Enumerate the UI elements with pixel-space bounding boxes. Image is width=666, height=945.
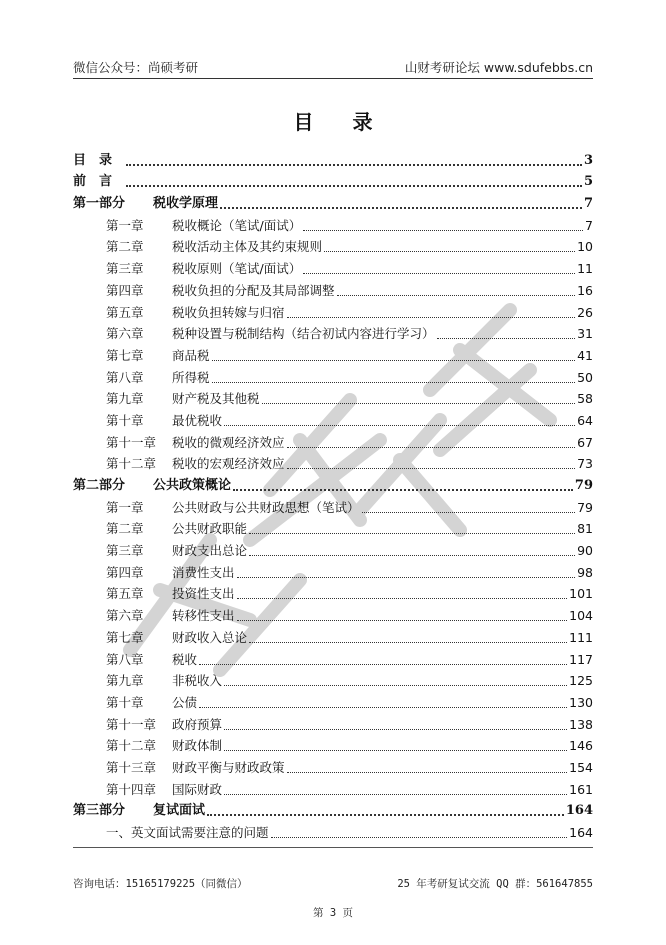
toc-entry-page: 5 (583, 174, 593, 190)
toc-entry-title: 所得税 (172, 369, 210, 385)
toc-dot-leader (303, 229, 583, 231)
toc-dot-leader (287, 446, 576, 448)
toc-entry-title: 投资性支出 (172, 586, 235, 602)
toc-entry-number: 第八章 (106, 651, 144, 667)
toc-entry-number: 第十三章 (106, 759, 157, 775)
table-of-contents (73, 148, 593, 842)
toc-entry[interactable] (73, 148, 593, 170)
toc-entry-page: 164 (569, 825, 593, 840)
toc-entry-number: 第三章 (106, 543, 144, 559)
toc-entry[interactable] (73, 235, 593, 257)
toc-entry-title: 非税收入 (172, 673, 223, 689)
toc-entry-number: 第六章 (106, 608, 144, 624)
toc-entry-number: 第六章 (106, 326, 144, 342)
toc-entry[interactable] (73, 343, 593, 365)
toc-dot-leader (199, 706, 567, 708)
toc-entry-number: 第八章 (106, 369, 144, 385)
toc-entry[interactable] (73, 734, 593, 756)
toc-entry-number: 前 言 (73, 174, 113, 190)
toc-dot-leader (220, 206, 582, 209)
toc-entry[interactable] (73, 191, 593, 213)
toc-entry-number: 第五章 (106, 586, 144, 602)
toc-entry-title: 公共政策概论 (153, 478, 232, 493)
toc-entry-number: 第一章 (106, 499, 144, 515)
toc-entry-page: 90 (577, 543, 593, 559)
toc-entry-page: 31 (577, 326, 593, 342)
toc-entry-page: 81 (577, 521, 593, 537)
toc-dot-leader (233, 488, 573, 491)
toc-entry[interactable] (73, 473, 593, 495)
toc-entry-number: 第三部分 (73, 803, 126, 819)
toc-entry[interactable] (73, 495, 593, 517)
toc-entry[interactable] (73, 669, 593, 691)
page-header (73, 56, 593, 79)
toc-entry[interactable] (73, 647, 593, 669)
toc-dot-leader (362, 511, 576, 513)
toc-entry-page: 125 (569, 673, 593, 689)
toc-entry-number: 第九章 (106, 673, 144, 689)
toc-entry[interactable] (73, 560, 593, 582)
toc-entry-number: 第二章 (106, 239, 144, 255)
toc-entry-number: 第五章 (106, 304, 144, 320)
toc-entry-title: 公共财政与公共财政思想（笔试） (172, 499, 360, 515)
toc-entry-title: 税收负担转嫁与归宿 (172, 304, 285, 320)
toc-entry-number: 第十一章 (106, 716, 157, 732)
toc-dot-leader (126, 163, 582, 166)
toc-entry-title: 税收的微观经济效应 (172, 434, 285, 450)
toc-entry-page: 7 (585, 217, 593, 233)
toc-entry-page: 50 (577, 369, 593, 385)
toc-entry[interactable] (73, 300, 593, 322)
toc-dot-leader (237, 619, 568, 621)
toc-entry-number: 第十一章 (106, 434, 157, 450)
toc-entry[interactable] (73, 322, 593, 344)
toc-entry-page: 41 (577, 347, 593, 363)
toc-entry-page: 138 (569, 716, 593, 732)
toc-entry-title: 财政支出总论 (172, 543, 248, 559)
toc-entry[interactable] (73, 799, 593, 821)
toc-entry-number: 第四章 (106, 282, 144, 298)
toc-entry-title: 税收活动主体及其约束规则 (172, 239, 323, 255)
toc-entry-number: 一、英文面试需要注意的问题 (106, 825, 269, 840)
toc-entry-number: 第一章 (106, 217, 144, 233)
toc-entry[interactable] (73, 256, 593, 278)
header-wechat: 微信公众号：尚硕考研 (73, 60, 199, 75)
page-number: 第 3 页 (313, 907, 353, 919)
toc-entry-number: 第十章 (106, 412, 144, 428)
toc-entry-title: 复试面试 (153, 803, 206, 819)
toc-entry-title: 税收概论（笔试/面试） (172, 217, 302, 233)
toc-dot-leader (224, 684, 567, 686)
toc-dot-leader (249, 641, 567, 643)
toc-entry[interactable] (73, 408, 593, 430)
toc-entry-page: 64 (577, 412, 593, 428)
header-forum: 山财考研论坛 www.sdufebbs.cn (404, 60, 593, 75)
toc-entry-title: 公债 (172, 694, 198, 710)
toc-entry[interactable] (73, 820, 593, 842)
toc-entry[interactable] (73, 517, 593, 539)
toc-dot-leader (303, 272, 575, 274)
toc-dot-leader (237, 597, 568, 599)
toc-entry[interactable] (73, 777, 593, 799)
toc-dot-leader (287, 467, 576, 469)
toc-entry[interactable] (73, 452, 593, 474)
toc-entry-title: 税收 (172, 651, 198, 667)
toc-entry[interactable] (73, 690, 593, 712)
toc-entry-title: 财政平衡与财政政策 (172, 759, 285, 775)
toc-entry-title: 公共财政职能 (172, 521, 248, 537)
toc-entry-number: 第九章 (106, 391, 144, 407)
toc-dot-leader (224, 749, 567, 751)
toc-entry-page: 98 (577, 564, 593, 580)
toc-entry-number: 第二章 (106, 521, 144, 537)
toc-entry-page: 3 (583, 152, 593, 168)
toc-dot-leader (437, 337, 576, 339)
toc-entry-title: 财政体制 (172, 738, 223, 754)
toc-dot-leader (287, 316, 576, 318)
toc-dot-leader (249, 554, 575, 556)
toc-entry-title: 税收的宏观经济效应 (172, 456, 285, 472)
toc-dot-leader (212, 359, 576, 361)
toc-entry-page: 79 (577, 499, 593, 515)
toc-entry-title: 最优税收 (172, 412, 223, 428)
toc-dot-leader (271, 836, 568, 838)
toc-entry-title: 税收负担的分配及其局部调整 (172, 282, 335, 298)
toc-entry-page: 101 (569, 586, 593, 602)
toc-entry-number: 第七章 (106, 347, 144, 363)
toc-dot-leader (262, 402, 576, 404)
toc-entry-page: 164 (565, 803, 593, 819)
toc-entry-title: 转移性支出 (172, 608, 235, 624)
toc-dot-leader (324, 250, 575, 252)
toc-dot-leader (337, 294, 576, 296)
toc-entry-number: 第十四章 (106, 781, 157, 797)
toc-entry[interactable] (73, 603, 593, 625)
toc-dot-leader (224, 424, 575, 426)
footer-phone: 咨询电话：15165179225（同微信） (73, 878, 248, 890)
toc-entry-title: 税种设置与税制结构（结合初试内容进行学习） (172, 326, 435, 342)
footer-rule (73, 847, 593, 848)
footer-qq-group: 25 年考研复试交流 QQ 群：561647855 (397, 878, 593, 890)
toc-dot-leader (199, 663, 567, 665)
toc-dot-leader (249, 532, 575, 534)
toc-entry-page: 130 (569, 694, 593, 710)
toc-entry[interactable] (73, 538, 593, 560)
toc-entry[interactable] (73, 387, 593, 409)
toc-dot-leader (212, 381, 576, 383)
page-title: 目 录 (293, 110, 389, 134)
toc-entry-page: 11 (577, 261, 593, 277)
toc-entry-page: 117 (569, 651, 593, 667)
toc-entry-title: 消费性支出 (172, 564, 235, 580)
toc-entry-number: 第二部分 (73, 478, 126, 493)
toc-entry-page: 146 (569, 738, 593, 754)
toc-entry-number: 第一部分 (73, 196, 126, 212)
toc-entry-page: 26 (577, 304, 593, 320)
toc-entry-title: 政府预算 (172, 716, 223, 732)
toc-dot-leader (224, 728, 567, 730)
toc-entry-page: 154 (569, 759, 593, 775)
toc-entry[interactable] (73, 430, 593, 452)
toc-entry[interactable] (73, 365, 593, 387)
toc-entry-number: 目 录 (73, 152, 113, 168)
toc-entry[interactable] (73, 170, 593, 192)
toc-dot-leader (287, 771, 568, 773)
toc-entry-page: 16 (577, 282, 593, 298)
toc-entry-page: 79 (574, 478, 593, 493)
toc-entry-title: 财产税及其他税 (172, 391, 260, 407)
toc-entry-number: 第三章 (106, 261, 144, 277)
toc-entry-title: 财政收入总论 (172, 629, 248, 645)
toc-entry[interactable] (73, 582, 593, 604)
toc-entry-number: 第十章 (106, 694, 144, 710)
toc-entry-page: 58 (577, 391, 593, 407)
toc-entry-title: 税收学原理 (153, 196, 219, 212)
toc-entry-title: 国际财政 (172, 781, 223, 797)
toc-entry-page: 7 (583, 196, 593, 212)
toc-entry-page: 111 (569, 629, 593, 645)
toc-entry[interactable] (73, 625, 593, 647)
toc-entry-number: 第十二章 (106, 738, 157, 754)
toc-entry[interactable] (73, 278, 593, 300)
toc-entry-page: 73 (577, 456, 593, 472)
toc-entry-number: 第七章 (106, 629, 144, 645)
toc-entry[interactable] (73, 755, 593, 777)
toc-entry[interactable] (73, 712, 593, 734)
toc-entry-number: 第十二章 (106, 456, 157, 472)
toc-dot-leader (207, 813, 564, 816)
toc-entry-title: 商品税 (172, 347, 210, 363)
toc-entry[interactable] (73, 213, 593, 235)
toc-entry-page: 161 (569, 781, 593, 797)
toc-entry-page: 67 (577, 434, 593, 450)
toc-dot-leader (126, 184, 582, 187)
toc-dot-leader (237, 576, 576, 578)
toc-dot-leader (224, 793, 567, 795)
toc-entry-title: 税收原则（笔试/面试） (172, 261, 302, 277)
toc-entry-number: 第四章 (106, 564, 144, 580)
toc-entry-page: 104 (569, 608, 593, 624)
toc-entry-page: 10 (577, 239, 593, 255)
